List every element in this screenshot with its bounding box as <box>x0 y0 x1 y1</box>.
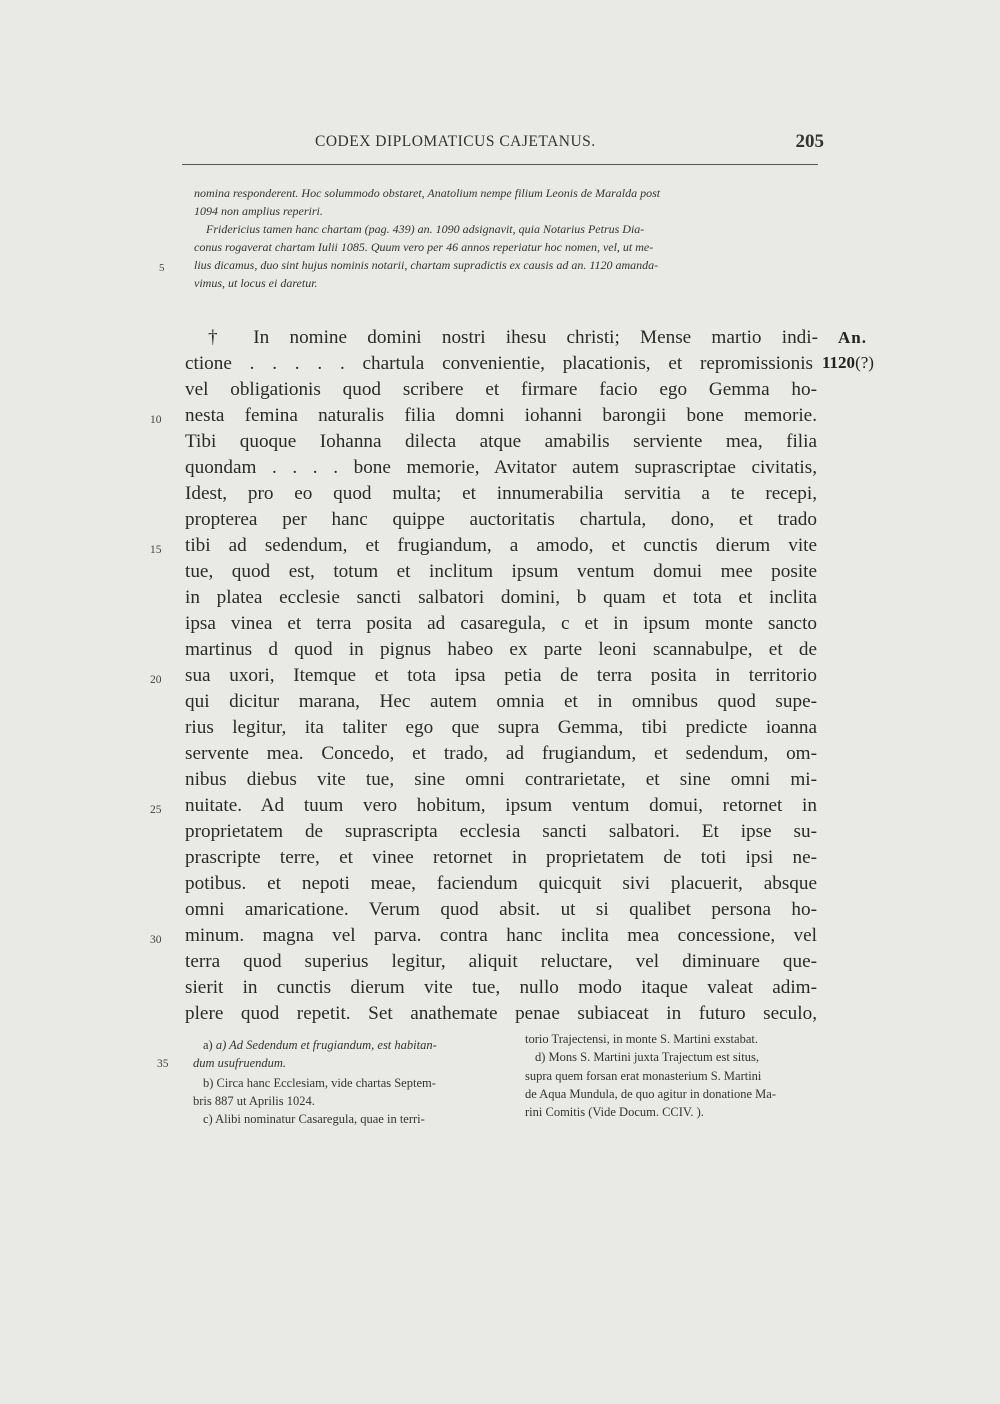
margin-date-year <box>822 353 874 373</box>
footnote-c-line: c) Alibi nominatur Casaregula, quae in terri- <box>203 1112 425 1126</box>
body-line: qui dicitur marana, Hec autem omnia et in omnibus quod supe- <box>185 691 817 712</box>
line-number: 20 <box>150 674 162 686</box>
body-line: ctione . . . . . chartula convenientie, placationis, et repromissionis <box>185 353 813 374</box>
note-line: Fridericius tamen hanc chartam (pag. 439) an. 1090 adsignavit, quia Notarius Petrus Dia- <box>206 222 645 236</box>
footnote-line: dum usufruendum. <box>193 1056 287 1070</box>
footnote-b-line: b) Circa hanc Ecclesiam, vide chartas Septem- <box>203 1076 436 1090</box>
note-line: conus rogaverat chartam Iulii 1085. Quum vero per 46 annos reperiatur hoc nomen, vel, ut me- <box>194 240 654 254</box>
body-line: propterea per hanc quippe auctoritatis chartula, dono, et trado <box>185 509 817 530</box>
footnote-line: rini Comitis (Vide Docum. CCIV. ). <box>525 1105 704 1119</box>
line-number: 5 <box>159 262 165 274</box>
body-line: nibus diebus vite tue, sine omni contrarietate, et sine omni mi- <box>185 769 817 790</box>
margin-year-value: 1120 <box>822 353 856 372</box>
margin-year-suffix: (?) <box>855 353 874 372</box>
body-line: Tibi quoque Iohanna dilecta atque amabilis serviente mea, filia <box>185 431 817 452</box>
body-line: rius legitur, ita taliter ego que supra Gemma, tibi predicte ioanna <box>185 717 817 738</box>
body-line: † In nomine domini nostri ihesu christi; Mense martio indi- <box>208 327 818 348</box>
body-line: prascripte terre, et vinee retornet in proprietatem de toti ipsi ne- <box>185 847 817 868</box>
body-line: vel obligationis quod scribere et firmare facio ego Gemma ho- <box>185 379 817 400</box>
body-line: servente mea. Concedo, et trado, ad frugiandum, et sedendum, om- <box>185 743 817 764</box>
body-line: ipsa vinea et terra posita ad casaregula, c et in ipsum monte sancto <box>185 613 817 634</box>
body-line: nuitate. Ad tuum vero hobitum, ipsum ventum domui, retornet in <box>185 795 817 816</box>
note-line: lius dicamus, duo sint hujus nominis notarii, chartam supradictis ex causis ad an. 1120 amanda- <box>194 258 659 272</box>
footnote-line: supra quem forsan erat monasterium S. Martini <box>525 1069 762 1083</box>
header-rule <box>182 164 818 165</box>
line-number: 25 <box>150 804 162 816</box>
footnote-line: bris 887 ut Aprilis 1024. <box>193 1094 315 1108</box>
note-line: nomina responderent. Hoc solummodo obstaret, Anatolium nempe filium Leonis de Maralda post <box>194 186 661 200</box>
body-line: minum. magna vel parva. contra hanc inclita mea concessione, vel <box>185 925 817 946</box>
footnote-a-text: a) Ad Sedendum et frugiandum, est habitan- <box>215 1038 437 1052</box>
running-head <box>200 131 824 157</box>
line-number: 15 <box>150 544 162 556</box>
footnote-d-line: d) Mons S. Martini juxta Trajectum est situs, <box>535 1050 759 1064</box>
body-line: quondam . . . . bone memorie, Avitator autem suprascriptae civitatis, <box>185 457 817 478</box>
running-head-title: CODEX DIPLOMATICUS CAJETANUS. <box>315 133 596 150</box>
body-line: martinus d quod in pignus habeo ex parte leoni scannabulpe, et de <box>185 639 817 660</box>
line-number: 10 <box>150 414 162 426</box>
note-line: vimus, ut locus ei daretur. <box>194 276 318 290</box>
page-number: 205 <box>795 131 824 152</box>
body-line: tibi ad sedendum, et frugiandum, a amodo, et cunctis dierum vite <box>185 535 817 556</box>
footnote-a-line: a) a) Ad Sedendum et frugiandum, est habitan- <box>203 1038 437 1052</box>
body-line: nesta femina naturalis filia domni iohanni barongii bone memorie. <box>185 405 817 426</box>
body-line: terra quod superius legitur, aliquit reluctare, vel diminuare que- <box>185 951 817 972</box>
note-line: 1094 non amplius reperiri. <box>194 204 323 218</box>
body-line: proprietatem de suprascripta ecclesia sancti salbatori. Et ipse su- <box>185 821 817 842</box>
body-line: tue, quod est, totum et inclitum ipsum ventum domui mee posite <box>185 561 817 582</box>
footnote-line: de Aqua Mundula, de quo agitur in donatione Ma- <box>525 1087 776 1101</box>
line-number: 30 <box>150 934 162 946</box>
body-line: omni amaricatione. Verum quod absit. ut si qualibet persona ho- <box>185 899 817 920</box>
body-line: Idest, pro eo quod multa; et innumerabilia servitia a te recepi, <box>185 483 817 504</box>
margin-date-label: An. <box>838 328 867 347</box>
body-line: plere quod repetit. Set anathemate penae subiaceat in futuro seculo, <box>185 1003 817 1024</box>
body-line: sua uxori, Itemque et tota ipsa petia de terra posita in territorio <box>185 665 817 686</box>
body-line: in platea ecclesie sancti salbatori domini, b quam et tota et inclita <box>185 587 817 608</box>
line-number: 35 <box>157 1058 169 1070</box>
body-line: sierit in cunctis dierum vite tue, nullo modo itaque valeat adim- <box>185 977 817 998</box>
body-line: potibus. et nepoti meae, faciendum quicquit sivi placuerit, absque <box>185 873 817 894</box>
footnote-line: torio Trajectensi, in monte S. Martini exstabat. <box>525 1032 758 1046</box>
